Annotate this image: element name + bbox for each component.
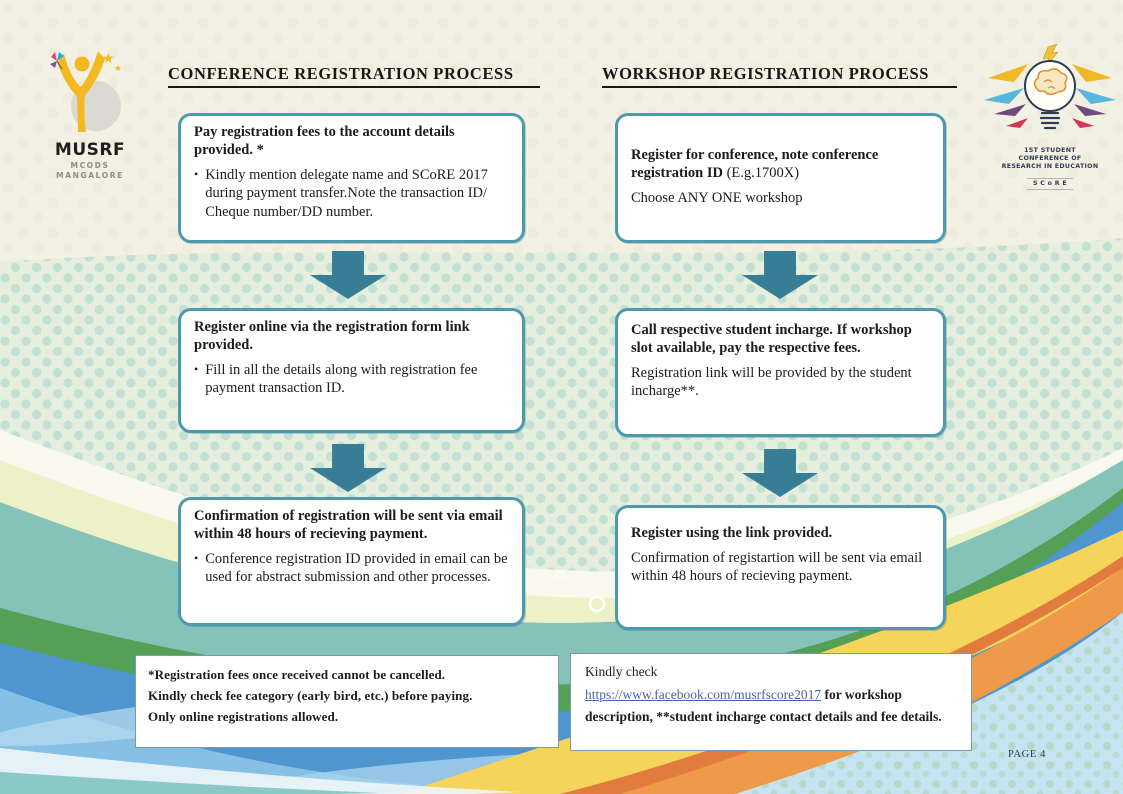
score-logo-acronym: S C o R E — [1027, 178, 1073, 190]
fee-note-line-1: *Registration fees once received cannot be cancelled. — [148, 667, 446, 682]
bullet-glyph: • — [194, 362, 199, 377]
conference-step-3-bullet — [194, 550, 509, 586]
svg-text:★: ★ — [102, 52, 115, 67]
score-logo-line1: 1ST STUDENT — [1024, 147, 1076, 154]
conference-step-2-title: Register online via the registration form link provided. — [194, 319, 470, 354]
score-logo — [980, 44, 1120, 190]
musrf-logo-name: MUSRF — [54, 140, 126, 160]
conference-step-3-bullet-text: Conference registration ID provided in email can be used for abstract submission and other processes. — [205, 551, 508, 586]
bullet-glyph: • — [194, 167, 199, 182]
workshop-step-1-title — [631, 146, 930, 182]
conference-step-2-bullet — [194, 361, 509, 397]
conference-step-1-bullet-text: Kindly mention delegate name and SCoRE 2017 during payment transfer.Note the transaction ID/ Cheque number/DD number. — [205, 167, 488, 220]
conference-step-1-title: Pay registration fees to the account details provided. * — [194, 124, 455, 159]
score-bulb-icon — [982, 44, 1118, 142]
conference-step-3-title: Confirmation of registration will be sent via email within 48 hours of recieving payment. — [194, 508, 503, 543]
bullet-glyph: • — [194, 551, 199, 566]
score-logo-text — [980, 147, 1120, 190]
conference-step-2-box — [178, 308, 525, 433]
workshop-header: WORKSHOP REGISTRATION PROCESS — [602, 64, 957, 88]
workshop-step-3-body: Confirmation of registartion will be sent via email within 48 hours of recieving payment. — [631, 550, 923, 585]
conference-header: CONFERENCE REGISTRATION PROCESS — [168, 64, 540, 88]
musrf-logo — [44, 50, 136, 180]
conference-step-1-bullet — [194, 166, 509, 220]
conference-step-2-bullet-text: Fill in all the details along with registration fee payment transaction ID. — [205, 362, 478, 397]
musrf-logo-sub2: MANGALORE — [56, 171, 124, 180]
musrf-logo-sub1: MCODS — [70, 161, 110, 170]
score-logo-line2: CONFERENCE OF — [1018, 155, 1082, 163]
workshop-step-2-title: Call respective student incharge. If workshop slot available, pay the respective fees. — [631, 322, 912, 357]
workshop-step-1-body: Choose ANY ONE workshop — [631, 190, 803, 207]
svg-text:★: ★ — [114, 63, 123, 73]
facebook-info-note — [570, 653, 972, 751]
page-number: PAGE 4 — [1008, 749, 1046, 760]
workshop-step-1-title-note: (E.g.1700X) — [722, 165, 800, 182]
workshop-step-1-title-bold: Register for conference, note conference registration ID — [631, 147, 879, 182]
workshop-step-1-box — [615, 113, 946, 243]
workshop-step-3-box — [615, 505, 946, 630]
facebook-note-prefix: Kindly check — [585, 664, 658, 679]
conference-step-3-box — [178, 497, 525, 626]
facebook-note-body — [585, 684, 957, 729]
score-logo-line3: RESEARCH IN EDUCATION — [1001, 163, 1099, 171]
workshop-step-2-body: Registration link will be provided by the student incharge**. — [631, 365, 912, 400]
facebook-link[interactable]: https://www.facebook.com/musrfscore2017 — [585, 686, 822, 702]
conference-step-1-box — [178, 113, 525, 243]
registration-fee-note — [135, 655, 559, 748]
facebook-note-rest: workshop description, **student incharge contact details and fee details. — [585, 686, 942, 724]
fee-note-line-3: Only online registrations allowed. — [148, 708, 339, 724]
workshop-step-3-title: Register using the link provided. — [631, 525, 833, 541]
facebook-note-after-link: for — [821, 686, 845, 702]
fee-note-line-2: Kindly check fee category (early bird, etc.) before paying. — [148, 687, 473, 703]
musrf-figure-icon — [44, 50, 136, 138]
workshop-step-2-box — [615, 308, 946, 437]
